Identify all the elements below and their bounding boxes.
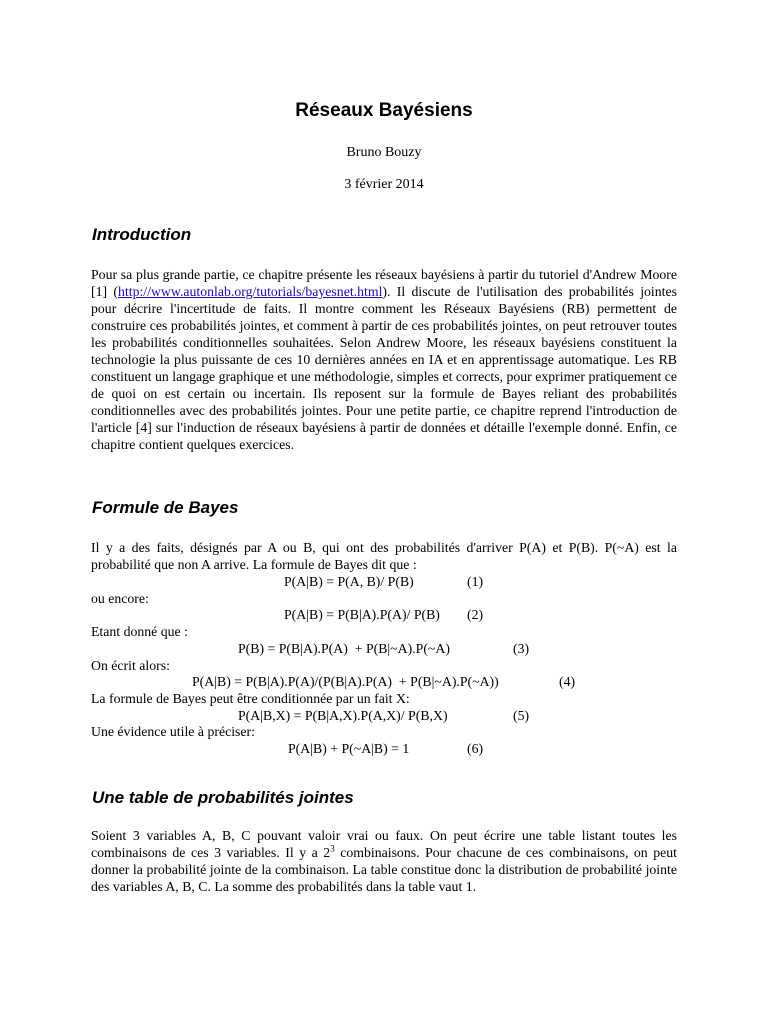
equation-5-number: (5) bbox=[513, 708, 530, 723]
equation-2: P(A|B) = P(B|A).P(A)/ P(B) bbox=[284, 607, 440, 622]
equation-1-number: (1) bbox=[467, 574, 484, 589]
bayes-line-then: On écrit alors: bbox=[91, 658, 170, 673]
equation-4-number: (4) bbox=[559, 674, 576, 689]
section-heading-introduction: Introduction bbox=[92, 225, 192, 244]
equation-3-number: (3) bbox=[513, 641, 530, 656]
section-heading-bayes: Formule de Bayes bbox=[92, 498, 239, 517]
intro-text-end: ). Il discute de l'utilisation des probabilités jointes pour décrire l'incertitude de faits. Il montre comment les Réseaux Bayésiens (RB) permettent de construire ces probabilités jointes, et comment à partir de ces probabilités jointes, on peut retrouver toutes les probabilités conditionnelles souhaitées. Selon Andrew Moore, les réseaux bayésiens constituent la technologie la plus puissante de ces 10 dernières années en IA et en apprentissage automatique. Les RB constituent un langage graphique et une méthodologie, simples et corrects, pour exprimer pratiquement ce de quoi on est certain ou incertain. Ils reposent sur la formule de Bayes reliant des probabilités conditionnelles avec des probabilités jointes. Pour une petite partie, ce chapitre reprend l'introduction de l'article [4] sur l'induction de réseaux bayésiens à partir de données et détaille l'exemple donné. Enfin, ce chapitre contient quelques exercices. bbox=[91, 284, 677, 452]
joint-table-paragraph bbox=[91, 827, 677, 895]
equation-3: P(B) = P(B|A).P(A) + P(B|~A).P(~A) bbox=[238, 641, 450, 656]
bayes-line-given: Etant donné que : bbox=[91, 624, 188, 639]
section-heading-joint-table: Une table de probabilités jointes bbox=[92, 788, 354, 807]
joint-text-end: combinaisons. Pour chacune de ces combinaisons, on peut donner la probabilité jointe de la combinaison. La table constitue donc la distribution de probabilité jointe des variables A, B, C. La somme des probabilités dans la table vaut 1. bbox=[91, 845, 677, 894]
bayes-paragraph: Il y a des faits, désignés par A ou B, qui ont des probabilités d'arriver P(A) et P(B). P(~A) est la probabilité que non A arrive. La formule de Bayes dit que : bbox=[91, 540, 677, 572]
bayes-line-conditioned: La formule de Bayes peut être conditionnée par un fait X: bbox=[91, 691, 410, 706]
exponent: 3 bbox=[330, 843, 335, 854]
equation-4: P(A|B) = P(B|A).P(A)/(P(B|A).P(A) + P(B|~A).P(~A)) bbox=[192, 674, 499, 689]
bayes-line-evidence: Une évidence utile à préciser: bbox=[91, 724, 255, 739]
joint-text-start: Soient 3 variables A, B, C pouvant valoir vrai ou faux. On peut écrire une table listant toutes les combinaisons de ces 3 variables. Il y a 2 bbox=[91, 828, 677, 860]
equation-6-number: (6) bbox=[467, 741, 484, 756]
document-title: Réseaux Bayésiens bbox=[295, 100, 473, 121]
equation-2-number: (2) bbox=[467, 607, 484, 622]
intro-paragraph bbox=[91, 266, 677, 453]
equation-5: P(A|B,X) = P(B|A,X).P(A,X)/ P(B,X) bbox=[238, 708, 448, 723]
document-author: Bruno Bouzy bbox=[346, 145, 422, 160]
equation-1: P(A|B) = P(A, B)/ P(B) bbox=[284, 574, 414, 589]
document-date: 3 février 2014 bbox=[344, 177, 424, 192]
autonlab-link[interactable]: http://www.autonlab.org/tutorials/bayesnet.html bbox=[118, 284, 383, 299]
equation-6: P(A|B) + P(~A|B) = 1 bbox=[288, 741, 410, 756]
bayes-line-or: ou encore: bbox=[91, 591, 149, 606]
intro-text-start: Pour sa plus grande partie, ce chapitre présente les réseaux bayésiens à partir du tutoriel d'Andrew Moore [1] ( bbox=[91, 267, 677, 299]
